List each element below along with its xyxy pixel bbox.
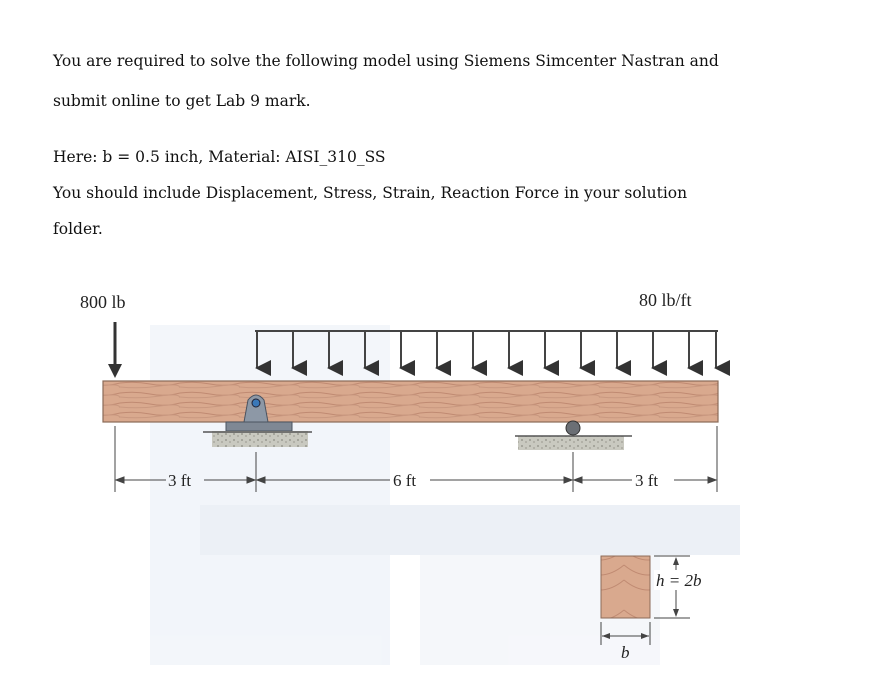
instruction-line-5: folder. (53, 220, 103, 238)
beam-figure (40, 250, 800, 675)
instruction-line-4: You should include Displacement, Stress, Strain, Reaction Force in your solution (53, 184, 688, 202)
dimension-middle-label: 6 ft (393, 471, 417, 490)
distributed-load-label: 80 lb/ft (639, 290, 692, 310)
section-height-label: h = 2b (656, 571, 702, 590)
instruction-line-1: You are required to solve the following model using Siemens Simcenter Nastran and (53, 52, 719, 70)
point-load-arrow (108, 322, 122, 378)
given-parameters: Here: b = 0.5 inch, Material: AISI_310_SS (53, 148, 386, 166)
section-width-label: b (621, 643, 630, 662)
background-tint (150, 325, 740, 665)
roller-support (515, 421, 632, 450)
dimension-right-label: 3 ft (635, 471, 659, 490)
dimension-left-label: 3 ft (168, 471, 192, 490)
beam (103, 381, 718, 422)
instruction-line-2: submit online to get Lab 9 mark. (53, 92, 311, 110)
point-load-label: 800 lb (80, 292, 126, 312)
